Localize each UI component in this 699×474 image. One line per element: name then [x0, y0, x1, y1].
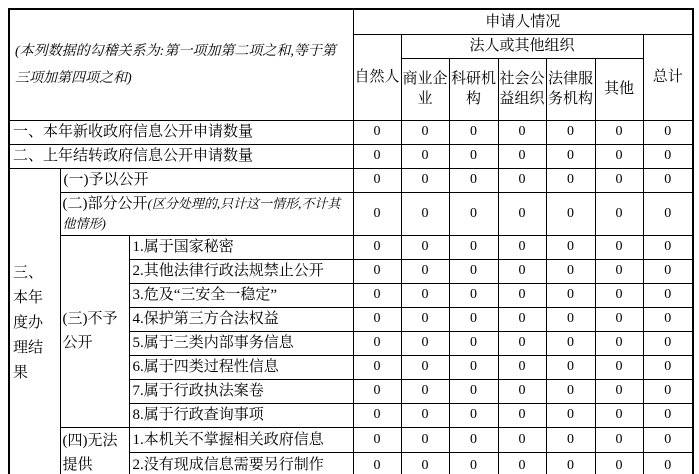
data-cell: 0 — [643, 355, 693, 379]
data-cell: 0 — [643, 120, 693, 144]
data-cell: 0 — [546, 283, 595, 307]
data-cell: 0 — [595, 403, 643, 427]
data-cell: 0 — [546, 331, 595, 355]
header-social-welfare-org: 社会公益组织 — [498, 58, 546, 120]
data-cell: 0 — [353, 235, 401, 259]
data-cell: 0 — [595, 283, 643, 307]
data-cell: 0 — [353, 144, 401, 168]
data-cell: 0 — [449, 192, 498, 235]
row-label: 8.属于行政查询事项 — [129, 403, 353, 427]
data-cell: 0 — [643, 307, 693, 331]
data-cell: 0 — [595, 355, 643, 379]
table-row — [9, 120, 693, 144]
data-cell: 0 — [353, 453, 401, 474]
data-cell: 0 — [449, 355, 498, 379]
data-cell: 0 — [449, 307, 498, 331]
data-cell: 0 — [498, 259, 546, 283]
data-cell: 0 — [498, 453, 546, 474]
data-cell: 0 — [353, 379, 401, 403]
data-cell: 0 — [498, 168, 546, 192]
data-cell: 0 — [401, 331, 449, 355]
header-legal-service-org: 法律服务机构 — [546, 58, 595, 120]
data-cell: 0 — [595, 120, 643, 144]
data-cell: 0 — [546, 235, 595, 259]
data-cell: 0 — [498, 192, 546, 235]
data-cell: 0 — [449, 235, 498, 259]
data-cell: 0 — [401, 453, 449, 474]
table-row — [9, 192, 693, 235]
data-cell: 0 — [353, 427, 401, 453]
header-research-institution: 科研机构 — [449, 58, 498, 120]
data-cell: 0 — [643, 427, 693, 453]
data-cell: 0 — [401, 379, 449, 403]
row-label-main: (二)部分公开 — [62, 195, 148, 212]
section-label-not-disclosed: (三)不予公开 — [60, 235, 129, 427]
gov-info-disclosure-table — [8, 8, 694, 474]
row-label: 6.属于四类过程性信息 — [129, 355, 353, 379]
data-cell: 0 — [401, 120, 449, 144]
row-label: 1.本机关不掌握相关政府信息 — [129, 427, 353, 453]
data-cell: 0 — [353, 403, 401, 427]
data-cell: 0 — [401, 259, 449, 283]
data-cell: 0 — [353, 120, 401, 144]
data-cell: 0 — [498, 235, 546, 259]
row-label: 3.危及“三安全一稳定” — [129, 283, 353, 307]
data-cell: 0 — [643, 403, 693, 427]
data-cell: 0 — [353, 259, 401, 283]
data-cell: 0 — [353, 192, 401, 235]
data-cell: 0 — [498, 144, 546, 168]
table-row — [9, 235, 693, 259]
row-label: 二、上年结转政府信息公开申请数量 — [9, 144, 353, 168]
data-cell: 0 — [449, 168, 498, 192]
data-cell: 0 — [546, 355, 595, 379]
table-row — [9, 144, 693, 168]
data-cell: 0 — [546, 144, 595, 168]
reconciliation-note: (本列数据的勾稽关系为:第一项加第二项之和,等于第三项加第四项之和) — [9, 9, 353, 120]
data-cell: 0 — [401, 307, 449, 331]
data-cell: 0 — [498, 283, 546, 307]
data-cell: 0 — [643, 331, 693, 355]
data-cell: 0 — [449, 453, 498, 474]
data-cell: 0 — [595, 379, 643, 403]
row-label — [60, 192, 353, 235]
data-cell: 0 — [595, 307, 643, 331]
data-cell: 0 — [595, 427, 643, 453]
data-cell: 0 — [449, 144, 498, 168]
row-label: 一、本年新收政府信息公开申请数量 — [9, 120, 353, 144]
data-cell: 0 — [449, 403, 498, 427]
data-cell: 0 — [546, 403, 595, 427]
data-cell: 0 — [546, 259, 595, 283]
header-row-1 — [9, 9, 693, 34]
data-cell: 0 — [449, 120, 498, 144]
section-label-unable-to-provide: (四)无法提供 — [60, 427, 129, 474]
header-commercial-enterprise: 商业企业 — [401, 58, 449, 120]
header-other: 其他 — [595, 58, 643, 120]
data-cell: 0 — [498, 427, 546, 453]
data-cell: 0 — [643, 192, 693, 235]
data-cell: 0 — [595, 331, 643, 355]
data-cell: 0 — [401, 192, 449, 235]
data-cell: 0 — [449, 283, 498, 307]
header-applicant-situation: 申请人情况 — [353, 9, 693, 34]
data-cell: 0 — [595, 144, 643, 168]
data-cell: 0 — [595, 168, 643, 192]
row-label: (一)予以公开 — [60, 168, 353, 192]
data-cell: 0 — [546, 120, 595, 144]
row-label: 1.属于国家秘密 — [129, 235, 353, 259]
data-cell: 0 — [498, 120, 546, 144]
row-label: 5.属于三类内部事务信息 — [129, 331, 353, 355]
data-cell: 0 — [401, 168, 449, 192]
table-row — [9, 168, 693, 192]
data-cell: 0 — [449, 427, 498, 453]
table-row — [9, 427, 693, 453]
data-cell: 0 — [449, 331, 498, 355]
data-cell: 0 — [401, 144, 449, 168]
data-cell: 0 — [401, 235, 449, 259]
data-cell: 0 — [353, 283, 401, 307]
data-cell: 0 — [643, 259, 693, 283]
data-cell: 0 — [498, 403, 546, 427]
data-cell: 0 — [595, 192, 643, 235]
header-total: 总计 — [643, 34, 693, 120]
data-cell: 0 — [498, 307, 546, 331]
data-cell: 0 — [401, 283, 449, 307]
data-cell: 0 — [401, 355, 449, 379]
data-cell: 0 — [401, 403, 449, 427]
data-cell: 0 — [353, 355, 401, 379]
data-cell: 0 — [595, 453, 643, 474]
section-label-annual-results: 三、本年度办理结果 — [9, 168, 60, 474]
data-cell: 0 — [595, 235, 643, 259]
row-label: 7.属于行政执法案卷 — [129, 379, 353, 403]
data-cell: 0 — [546, 307, 595, 331]
data-cell: 0 — [401, 427, 449, 453]
data-cell: 0 — [546, 192, 595, 235]
data-cell: 0 — [643, 379, 693, 403]
data-cell: 0 — [643, 453, 693, 474]
data-cell: 0 — [546, 427, 595, 453]
header-legal-or-other-org: 法人或其他组织 — [401, 34, 643, 58]
data-cell: 0 — [643, 144, 693, 168]
data-cell: 0 — [595, 259, 643, 283]
data-cell: 0 — [449, 379, 498, 403]
data-cell: 0 — [449, 259, 498, 283]
data-cell: 0 — [353, 331, 401, 355]
row-label: 4.保护第三方合法权益 — [129, 307, 353, 331]
data-cell: 0 — [546, 453, 595, 474]
data-cell: 0 — [353, 307, 401, 331]
data-cell: 0 — [643, 283, 693, 307]
row-label: 2.没有现成信息需要另行制作 — [129, 453, 353, 474]
data-cell: 0 — [498, 379, 546, 403]
data-cell: 0 — [643, 168, 693, 192]
data-cell: 0 — [353, 168, 401, 192]
header-natural-person: 自然人 — [353, 34, 401, 120]
data-cell: 0 — [643, 235, 693, 259]
data-cell: 0 — [546, 379, 595, 403]
data-cell: 0 — [498, 331, 546, 355]
data-cell: 0 — [546, 168, 595, 192]
row-label: 2.其他法律行政法规禁止公开 — [129, 259, 353, 283]
row-label-note: (区分处理的,只计这一情形,不计其他情形) — [62, 195, 341, 231]
data-cell: 0 — [498, 355, 546, 379]
